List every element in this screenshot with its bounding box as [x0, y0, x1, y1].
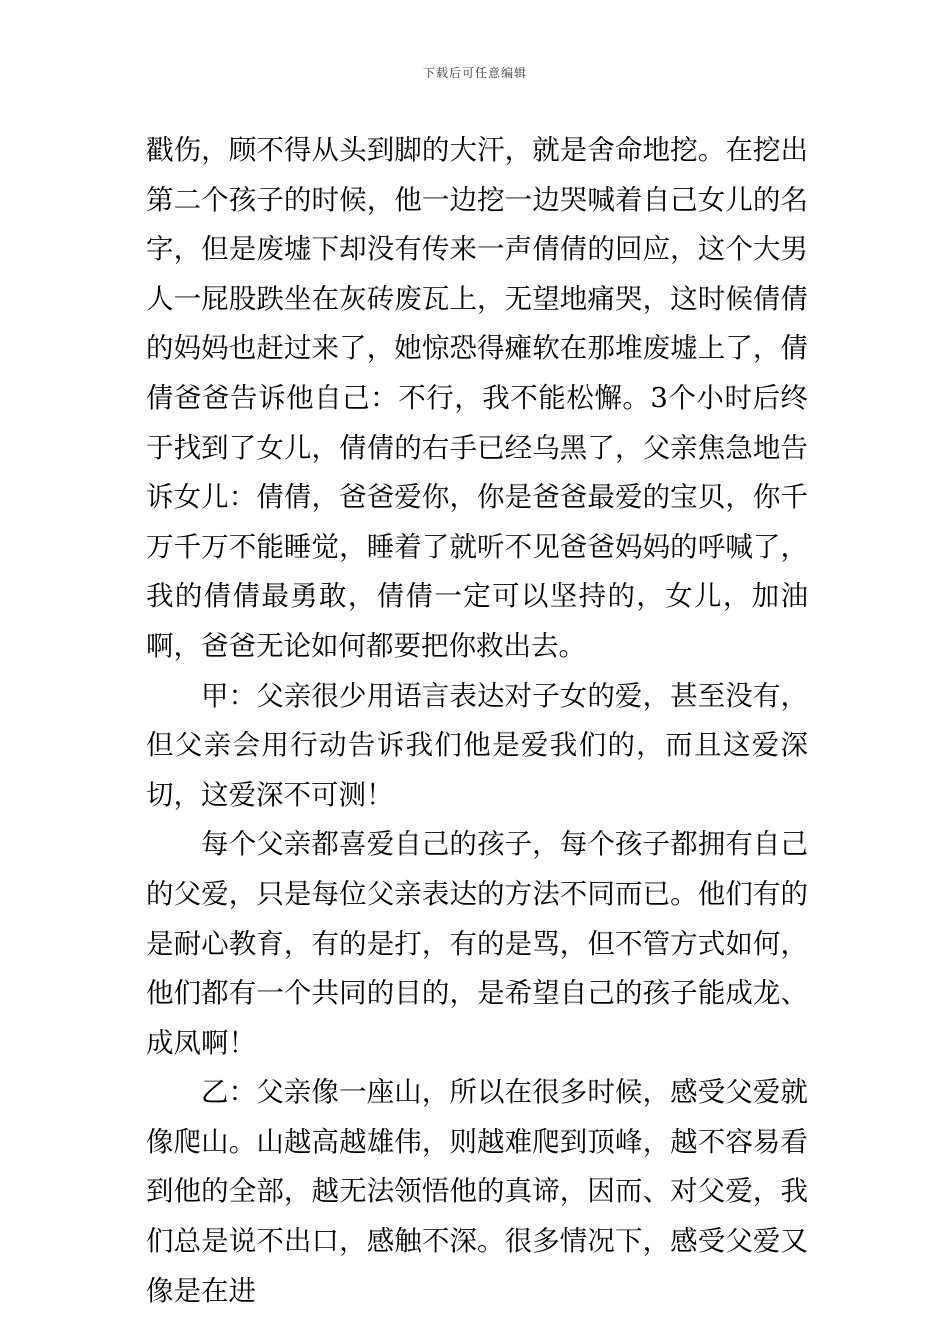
paragraph-continued: 戳伤，顾不得从头到脚的大汗，就是舍命地挖。在挖出第二个孩子的时候，他一边挖一边哭喊着自己女儿的名字，但是废墟下却没有传来一声倩倩的回应，这个大男人一屁股跌坐在灰砖废瓦上，无望地痛哭，这时候倩倩的妈妈也赶过来了，她惊恐得瘫软在那堆废墟上了，倩倩爸爸告诉他自己：不行，我不能松懈。3个小时后终于找到了女儿，倩倩的右手已经乌黑了，父亲焦急地告诉女儿：倩倩，爸爸爱你，你是爸爸最爱的宝贝，你千万千万不能睡觉，睡着了就听不见爸爸妈妈的呼喊了，我的倩倩最勇敢，倩倩一定可以坚持的，女儿，加油啊，爸爸无论如何都要把你救出去。	[146, 134, 808, 662]
page-header: 下载后可任意编辑	[422, 66, 527, 80]
paragraph-yi: 乙：父亲像一座山，所以在很多时候，感受父爱就像爬山。山越高越雄伟，则越难爬到顶峰，越不容易看到他的全部，越无法领悟他的真谛，因而、对父爱，我们总是说不出口，感触不深。很多情况下，感受父爱又像是在进	[146, 1076, 808, 1307]
document-body	[146, 126, 808, 1316]
paragraph-father-love: 每个父亲都喜爱自己的孩子，每个孩子都拥有自己的父爱，只是每位父亲表达的方法不同而已。他们有的是耐心教育，有的是打，有的是骂，但不管方式如何，他们都有一个共同的目的，是希望自己的孩子能成龙、成凤啊！	[146, 828, 808, 1059]
paragraph-jia: 甲：父亲很少用语言表达对子女的爱，甚至没有，但父亲会用行动告诉我们他是爱我们的，而且这爱深切，这爱深不可测！	[146, 679, 808, 811]
